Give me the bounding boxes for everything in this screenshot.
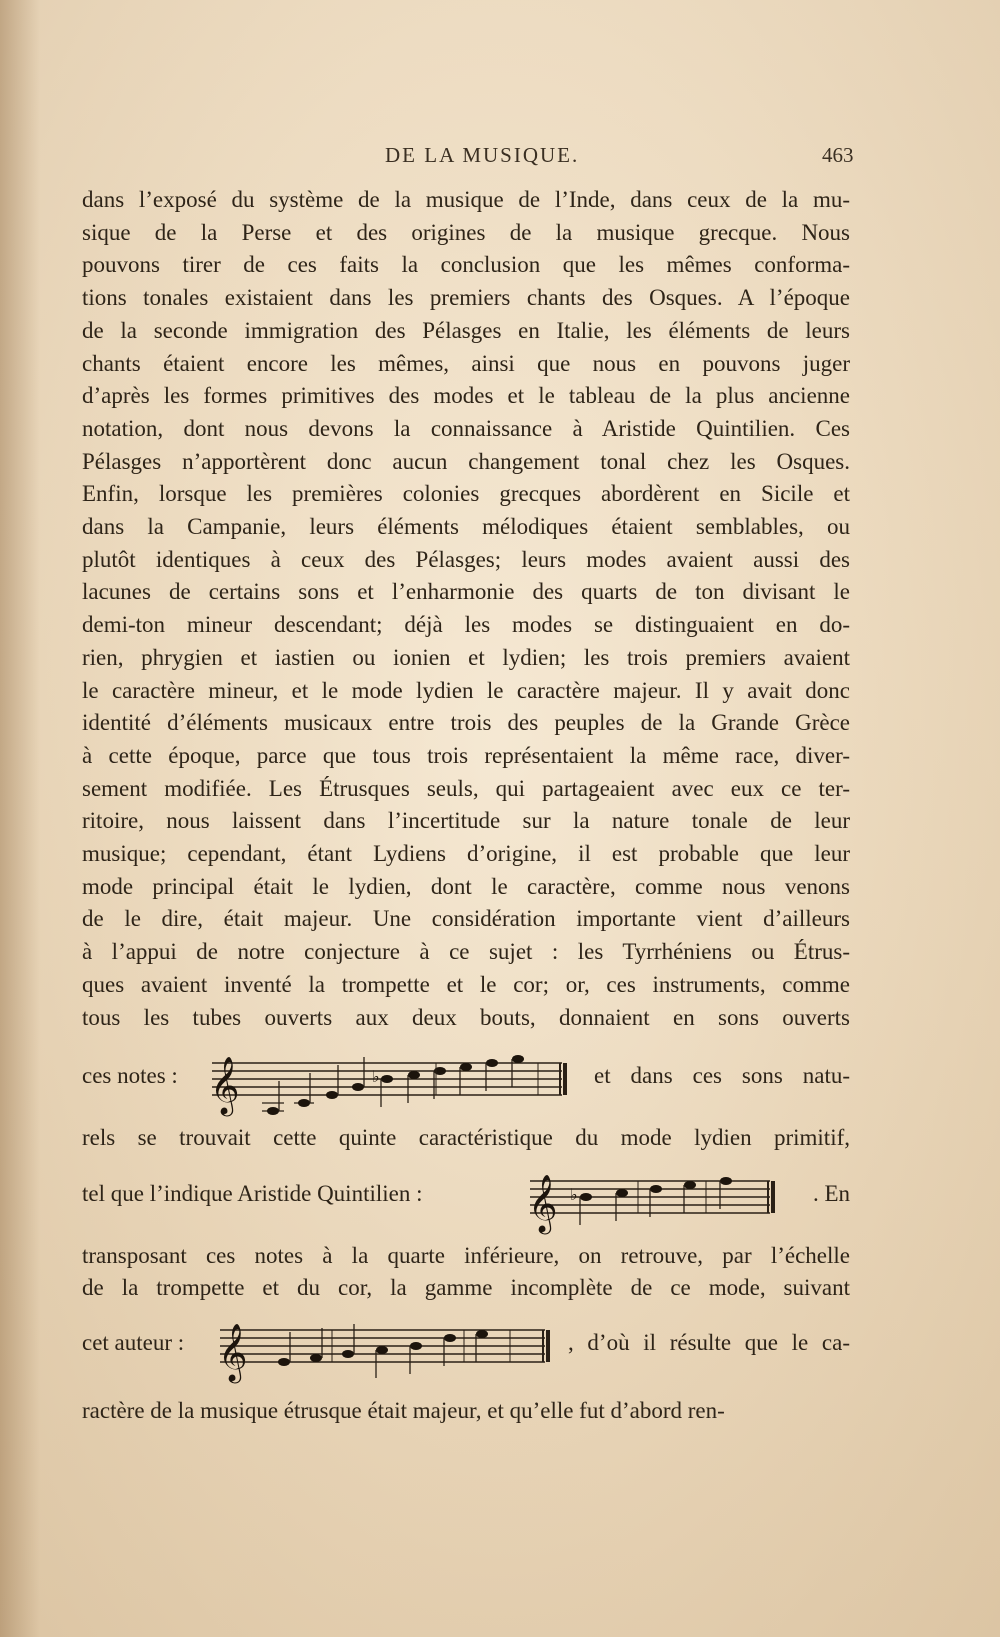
text-line: dans l’exposé du système de la musique de l’Inde, dans ceux de la mu-: [82, 187, 850, 212]
note-5: [720, 1177, 732, 1209]
note-3: [650, 1185, 662, 1217]
text-line: Pélasges n’apportèrent donc aucun changement tonal chez les Osques.: [82, 448, 850, 474]
flat-sign-icon: ♭: [570, 1187, 578, 1204]
note-5: [410, 1342, 422, 1374]
text-line: musique; cependant, étant Lydiens d’origine, il est probable que leur: [82, 841, 850, 866]
text-line: ques avaient inventé la trompette et le cor; or, ces instruments, comme: [82, 971, 850, 997]
text-line: sique de la Perse et des origines de la musique grecque. Nous: [82, 219, 850, 245]
text-line: ritoire, nous laissent dans l’incertitude sur la nature tonale de leur: [82, 808, 850, 834]
text-line: tions tonales existaient dans les premiers chants des Osques. A l’époque: [82, 285, 850, 311]
music-example-1-line: [82, 1045, 850, 1115]
music-example-2-lead-text: tel que l’indique Aristide Quintilien :: [82, 1181, 423, 1206]
running-head: [0, 143, 1000, 173]
text-line: notation, dont nous devons la connaissance à Aristide Quintilien. Ces: [82, 415, 850, 441]
text-line: demi-ton mineur descendant; déjà les modes se distinguaient en do-: [82, 612, 850, 638]
note-1: [267, 1081, 279, 1115]
text-line: de la trompette et du cor, la gamme incomplète de ce mode, suivant: [82, 1275, 850, 1300]
staff-lines: [530, 1181, 773, 1213]
music-example-3-trail-text: , d’où il résulte que le ca-: [568, 1330, 850, 1355]
note-1: [580, 1193, 592, 1225]
text-line: plutôt identiques à ceux des Pélasges; leurs modes avaient aussi des: [82, 546, 850, 572]
page-number: 463: [822, 143, 854, 167]
text-line: à l’appui de notre conjecture à ce sujet : les Tyrrhéniens ou Étrus-: [82, 939, 850, 965]
text-line: mode principal était le lydien, dont le caractère, comme nous venons: [82, 873, 850, 899]
music-example-2-trail-text: . En: [812, 1181, 850, 1206]
text-line: transposant ces notes à la quarte inférieure, on retrouve, par l’échelle: [82, 1243, 850, 1268]
text-line: tous les tubes ouverts aux deux bouts, donnaient en sons ouverts: [82, 1004, 850, 1030]
page-gutter-shadow: [0, 0, 40, 1637]
text-line: rels se trouvait cette quinte caractéristique du mode lydien primitif,: [82, 1125, 850, 1150]
note-4: [352, 1057, 364, 1091]
note-3: [326, 1065, 338, 1099]
music-example-3-staff: [220, 1312, 565, 1382]
text-line: lacunes de certains sons et l’enharmonie des quarts de ton divisant le: [82, 579, 850, 605]
music-example-3-line: [82, 1312, 850, 1382]
text-line: d’après les formes primitives des modes et le tableau de la plus ancienne: [82, 383, 850, 409]
text-line: chants étaient encore les mêmes, ainsi que nous en pouvons juger: [82, 350, 850, 376]
note-2: [298, 1073, 310, 1107]
staff-lines: [220, 1330, 548, 1362]
music-example-2-line: [82, 1163, 850, 1233]
text-line: pouvons tirer de ces faits la conclusion que les mêmes conforma-: [82, 252, 850, 278]
text-line: à cette époque, parce que tous trois représentaient la même race, diver-: [82, 742, 850, 768]
note-9: [486, 1059, 498, 1091]
treble-clef-icon: 𝄞: [210, 1056, 240, 1114]
music-example-1-staff: [212, 1045, 577, 1115]
music-example-2-staff: [530, 1163, 790, 1233]
text-line-final: ractère de la musique étrusque était majeur, et qu’elle fut d’abord ren-: [82, 1398, 725, 1423]
text-line: identité d’éléments musicaux entre trois des peuples de la Grande Grèce: [82, 710, 850, 736]
music-example-1-lead-text: ces notes :: [82, 1063, 178, 1088]
note-3: [342, 1324, 354, 1358]
treble-clef-icon: 𝄞: [218, 1323, 248, 1381]
note-2: [310, 1328, 322, 1362]
text-line: de la seconde immigration des Pélasges en Italie, les éléments de leurs: [82, 317, 850, 343]
note-6: [444, 1334, 456, 1366]
music-example-1-trail-text: et dans ces sons natu-: [594, 1063, 850, 1088]
text-line: dans la Campanie, leurs éléments mélodiques étaient semblables, ou: [82, 514, 850, 539]
treble-clef-icon: 𝄞: [528, 1174, 558, 1232]
text-line: Enfin, lorsque les premières colonies grecques abordèrent en Sicile et: [82, 481, 850, 507]
flat-sign-icon: ♭: [372, 1069, 380, 1086]
note-1: [278, 1332, 290, 1366]
text-line: le caractère mineur, et le mode lydien le caractère majeur. Il y avait donc: [82, 677, 850, 703]
text-line: de le dire, était majeur. Une considération importante vient d’ailleurs: [82, 906, 850, 932]
text-line: sement modifiée. Les Étrusques seuls, qui partageaient avec eux ce ter-: [82, 775, 850, 801]
note-5: [381, 1075, 393, 1107]
running-head-title: DE LA MUSIQUE.: [385, 143, 580, 167]
text-line: rien, phrygien et iastien ou ionien et lydien; les trois premiers avaient: [82, 644, 850, 670]
music-example-3-lead-text: cet auteur :: [82, 1330, 185, 1355]
